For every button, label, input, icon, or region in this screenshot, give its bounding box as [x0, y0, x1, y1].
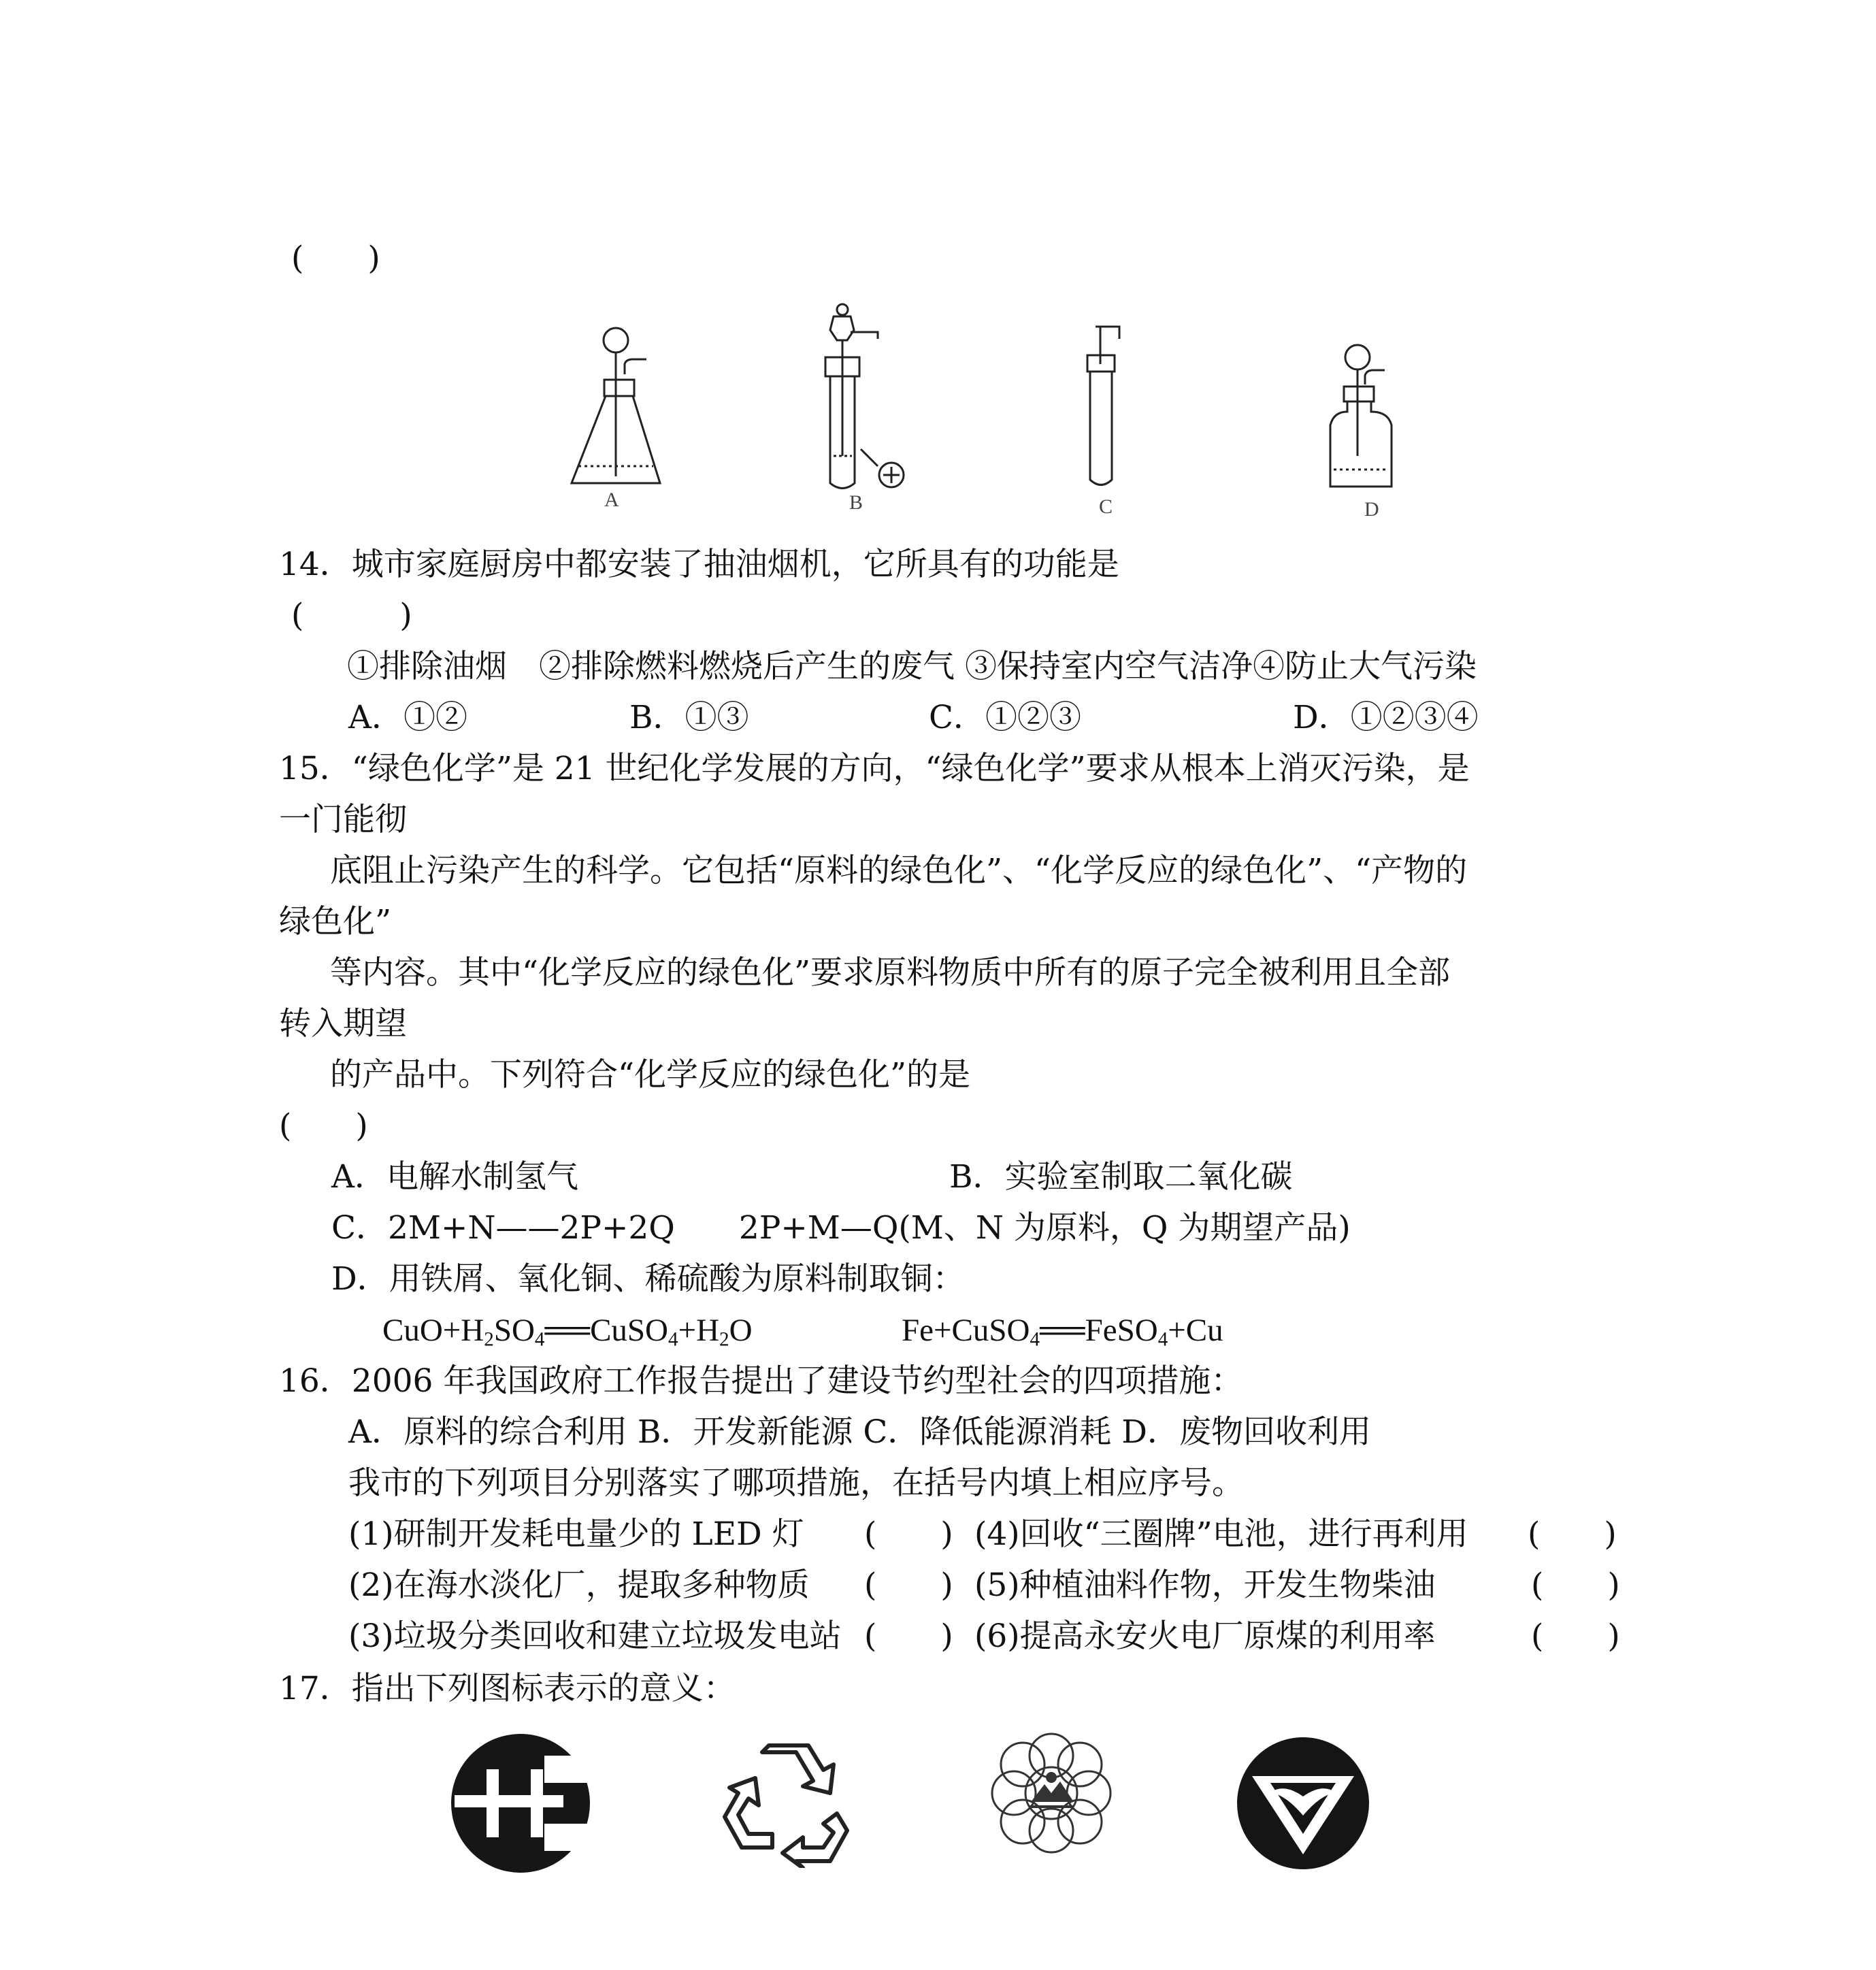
q16-paren-3: ( )	[864, 1618, 953, 1655]
apparatus-d	[1330, 345, 1392, 487]
q16-paren-4: ( )	[1528, 1515, 1617, 1553]
q14-option-d: D．①②③④	[1293, 699, 1479, 736]
q15-line-3: 底阻止污染产生的科学。它包括“原料的绿色化”、“化学反应的绿色化”、“产物的	[330, 852, 1468, 889]
environmental-label-icon	[980, 1722, 1123, 1865]
q16-item-6: (6)提高永安火电厂原煤的利用率	[974, 1618, 1436, 1655]
q16-item-4: (4)回收“三圈牌”电池，进行再利用	[974, 1515, 1468, 1553]
apparatus-c	[1087, 327, 1119, 485]
q14-option-a: A．①②	[348, 699, 467, 736]
apparatus-label-a: A	[604, 489, 619, 511]
q15-line-7: 的产品中。下列符合“化学反应的绿色化”的是	[330, 1056, 971, 1094]
apparatus-label-d: D	[1364, 498, 1379, 521]
q16-paren-6: ( )	[1531, 1618, 1620, 1655]
q15-equation-1: $CuO+H_2SO_4══CuSO_4+H_2O$	[382, 1313, 753, 1351]
q16-item-3: (3)垃圾分类回收和建立垃圾发电站	[348, 1618, 842, 1655]
q15-option-b: B．实验室制取二氧化碳	[949, 1158, 1293, 1196]
q15-paren: ( )	[279, 1107, 368, 1145]
q16-stem: 16．2006 年我国政府工作报告提出了建设节约型社会的四项措施：	[279, 1362, 1243, 1400]
q16-item-5: (5)种植油料作物，开发生物柴油	[974, 1566, 1436, 1604]
q16-paren-2: ( )	[864, 1566, 953, 1604]
gas-apparatus-figure	[558, 299, 1443, 531]
apparatus-label-c: C	[1099, 495, 1113, 518]
q15-equation-2: Fe+CuSO$_4$══FeSO$_4$+Cu	[902, 1313, 1223, 1351]
q15-option-a: A．电解水制氢气	[331, 1158, 578, 1196]
q16-paren-1: ( )	[864, 1515, 953, 1553]
q15-option-c: C．2M+N——2P+2Q 2P+M—Q(M、N 为原料，Q 为期望产品)	[331, 1209, 1351, 1247]
q15-line-5: 等内容。其中“化学反应的绿色化”要求原料物质中所有的原子完全被利用且全部	[330, 954, 1451, 991]
q16-measures: A．原料的综合利用 B．开发新能源 C．降低能源消耗 D．废物回收利用	[348, 1413, 1371, 1451]
q15-option-d: D．用铁屑、氧化铜、稀硫酸为原料制取铜：	[331, 1260, 965, 1298]
q14-paren: ( )	[291, 597, 412, 634]
apparatus-label-b: B	[849, 491, 863, 514]
q15-line-4: 绿色化”	[279, 903, 392, 940]
q16-item-1: (1)研制开发耗电量少的 LED 灯	[348, 1515, 804, 1553]
q17-stem: 17．指出下列图标表示的意义：	[279, 1670, 736, 1707]
q14-items: ①排除油烟 ②排除燃料燃烧后产生的废气 ③保持室内空气洁净④防止大气污染	[347, 648, 1477, 685]
q16-instruction: 我市的下列项目分别落实了哪项措施，在括号内填上相应序号。	[348, 1464, 1244, 1502]
q14-option-b: B．①③	[629, 699, 749, 736]
q13-paren: ( )	[291, 240, 380, 277]
q15-line-1: 15．“绿色化学”是 21 世纪化学发展的方向，“绿色化学”要求从根本上消灭污染，是	[279, 750, 1470, 787]
q15-line-6: 转入期望	[279, 1005, 407, 1043]
apparatus-b	[825, 304, 904, 489]
emblem-icon-1	[449, 1728, 599, 1878]
q14-stem: 14．城市家庭厨房中都安装了抽油烟机，它所具有的功能是	[279, 546, 1119, 583]
green-food-icon	[1235, 1735, 1371, 1871]
q16-paren-5: ( )	[1531, 1566, 1620, 1604]
recycle-icon	[721, 1739, 851, 1868]
q14-option-c: C．①②③	[929, 699, 1081, 736]
q16-item-2: (2)在海水淡化厂，提取多种物质	[348, 1566, 810, 1604]
apparatus-a	[572, 328, 660, 483]
q15-line-2: 一门能彻	[279, 801, 407, 838]
